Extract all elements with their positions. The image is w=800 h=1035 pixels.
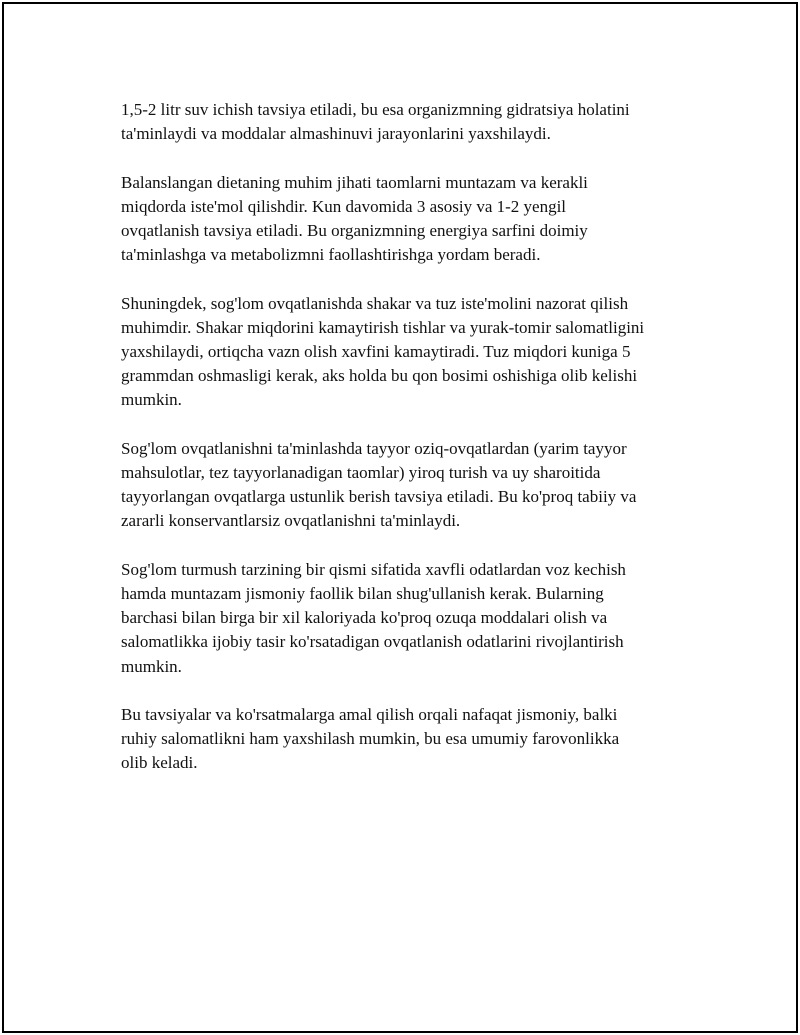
paragraph-4 [121,437,721,534]
paragraph-5 [121,558,721,679]
text-line: 1,5-2 litr suv ichish tavsiya etiladi, bu esa organizmning gidratsiya holatini [121,100,630,119]
text-line: olib keladi. [121,753,198,773]
text-line: mumkin. [121,656,182,676]
text-line: Bu tavsiyalar va ko'rsatmalarga amal qilish orqali nafaqat jismoniy, balki [121,705,618,724]
document-body [121,98,721,800]
text-line: Shuningdek, sog'lom ovqatlanishda shakar va tuz iste'molini nazorat qilish [121,293,629,313]
text-line: mahsulotlar, tez tayyorlanadigan taomlar) yiroq turish va uy sharoitida [121,463,601,482]
text-line: grammdan oshmasligi kerak, aks holda bu qon bosimi oshishiga olib kelishi [121,366,638,386]
paragraph-2 [121,171,721,268]
text-line: Sog'lom turmush tarzining bir qismi sifatida xavfli odatlardan voz kechish [121,559,626,579]
text-line: ovqatlanish tavsiya etiladi. Bu organizmning energiya sarfini doimiy [121,221,588,240]
text-line: zararli konservantlarsiz ovqatlanishni ta'minlaydi. [121,511,461,531]
text-line: mumkin. [121,390,182,410]
text-line: tayyorlangan ovqatlarga ustunlik berish tavsiya etiladi. Bu ko'proq tabiiy va [121,487,637,507]
text-line: Sog'lom ovqatlanishni ta'minlashda tayyor oziq-ovqatlardan (yarim tayyor [121,438,627,458]
text-line: ruhiy salomatlikni ham yaxshilash mumkin, bu esa umumiy farovonlikka [121,729,620,749]
text-line: hamda muntazam jismoniy faollik bilan shug'ullanish kerak. Bularning [121,584,604,603]
paragraph-6 [121,703,721,776]
text-line: Balanslangan dietaning muhim jihati taomlarni muntazam va kerakli [121,172,588,192]
text-line: muhimdir. Shakar miqdorini kamaytirish tishlar va yurak-tomir salomatligini [121,317,645,337]
page-frame [2,2,798,1033]
paragraph-1 [121,98,721,146]
text-line: ta'minlaydi va moddalar almashinuvi jarayonlarini yaxshilaydi. [121,124,551,144]
text-line: ta'minlashga va metabolizmni faollashtirishga yordam beradi. [121,245,541,265]
text-line: salomatlikka ijobiy tasir ko'rsatadigan ovqatlanish odatlarini rivojlantirish [121,632,624,652]
text-line: yaxshilaydi, ortiqcha vazn olish xavfini kamaytiradi. Tuz miqdori kuniga 5 [121,342,631,361]
text-line: barchasi bilan birga bir xil kaloriyada ko'proq ozuqa moddalari olish va [121,608,608,628]
text-line: miqdorda iste'mol qilishdir. Kun davomida 3 asosiy va 1-2 yengil [121,196,567,216]
paragraph-3 [121,292,721,413]
